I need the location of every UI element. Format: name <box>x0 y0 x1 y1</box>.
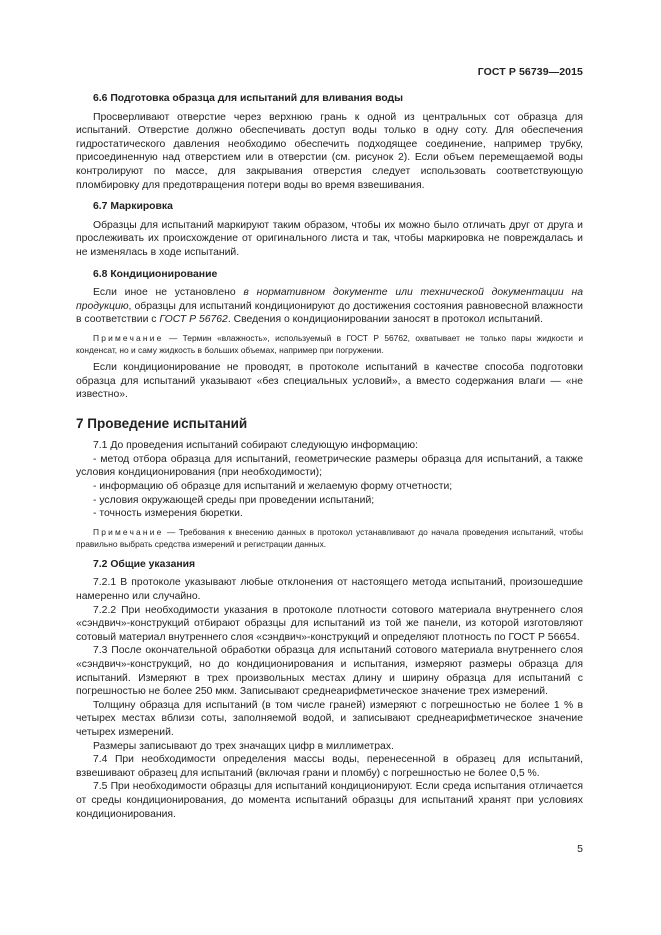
section-6-8-title: 6.8 Кондиционирование <box>93 268 218 280</box>
list-item: - точность измерения бюретки. <box>93 508 243 520</box>
section-7-1-text: 7.1 До проведения испытаний собирают следующую информацию: <box>93 440 418 452</box>
page-number: 5 <box>577 843 583 855</box>
section-7-note: Примечание — Требования к внесению данных в протокол устанавливают до начала проведения испытаний, чтобы правильно выбрать средства измерений и регистрации данных. <box>76 526 583 549</box>
list-item: - метод отбора образца для испытаний, геометрические размеры образца для испытаний, а также условия кондиционирования (при необходимости); <box>76 453 583 479</box>
document-body <box>76 92 583 821</box>
paragraph: 7.2.2 При необходимости указания в протоколе плотности сотового материала внутреннего слоя «сэндвич»-конструкций отбирают образцы для испытаний из той же панели, из которой изготовляют сотовый материал внутреннего слоя «сэндвич»-конструкций и определяют плотность по ГОСТ Р 56654. <box>76 604 583 643</box>
section-6-8-note: Примечание — Термин «влажность», используемый в ГОСТ Р 56762, охватывает не только пары жидкости и конденсат, но и саму жидкость в больших объемах, например при погружении. <box>76 332 583 355</box>
paragraph: Размеры записывают до трех значащих цифр в миллиметрах. <box>93 740 394 752</box>
section-7-2-title: 7.2 Общие указания <box>93 558 196 570</box>
section-6-7-title: 6.7 Маркировка <box>93 201 173 213</box>
paragraph: 7.5 При необходимости образцы для испытаний кондиционируют. Если среда испытания отличается от среды кондиционирования, до момента испытаний образцы для испытаний хранят при условиях кондиционирования. <box>76 781 583 820</box>
paragraph: 7.2.1 В протоколе указывают любые отклонения от настоящего метода испытаний, произошедшие намеренно или случайно. <box>76 577 583 603</box>
section-7-title: 7 Проведение испытаний <box>76 415 248 431</box>
list-item: - условия окружающей среды при проведении испытаний; <box>93 494 375 506</box>
section-6-6-text: Просверливают отверстие через верхнюю грань к одной из центральных сот образца для испытаний. Отверстие должно обеспечивать доступ воды только в одну соту. Для обеспечения гидростатического давления необходимо обеспечить подходящее соединение, например трубку, присоединенную над отверстием или в отверстии (см. рисунок 2). Если объем перемещаемой воды контролируют по массе, для закрывания отверстия следует использовать соответствующую пломбировку для предотвращения потери воды во время взвешивания. <box>76 111 583 191</box>
paragraph: 7.3 После окончательной обработки образца для испытаний сотового материала внутреннего слоя «сэндвич»-конструкций, но до кондиционирования и испытания, измеряют размеры образца для испытаний. Измеряют в трех произвольных местах длину и ширину образца для испытаний с погрешностью не более 250 мкм. Записывают среднеарифметическое значение трех измерений. <box>76 645 583 698</box>
section-6-8-text: Если иное не установлено в нормативном документе или технической документации на продукцию, образцы для испытаний кондиционируют до достижения состояния равновесной влажности в соответствии с ГОСТ Р 56762. Сведения о кондиционировании заносят в протокол испытаний. <box>76 287 583 326</box>
list-item: - информацию об образце для испытаний и желаемую форму отчетности; <box>93 481 453 493</box>
section-6-7-text: Образцы для испытаний маркируют таким образом, чтобы их можно было отличать друг от друга и прослеживать их происхождение от оригинального листа и так, чтобы маркировка не повреждалась и не изменялась в ходе испытаний. <box>76 219 583 258</box>
section-6-8-text-2: Если кондиционирование не проводят, в протоколе испытаний в качестве способа подготовки образца для испытаний указывают «без специальных условий», а вместо содержания влаги — «не известно». <box>76 361 583 401</box>
paragraph: 7.4 При необходимости определения массы воды, перенесенной в образец для испытаний, взвешивают образец для испытаний (включая грани и пломбу) с погрешностью не более 0,5 %. <box>76 754 583 779</box>
paragraph: Толщину образца для испытаний (в том числе граней) измеряют с погрешностью не более 1 % в четырех местах вблизи соты, заполняемой водой, и записывают среднеарифметическое значение четырех измерений. <box>76 699 583 738</box>
document-id: ГОСТ Р 56739—2015 <box>477 66 583 78</box>
section-6-6-title: 6.6 Подготовка образца для испытаний для вливания воды <box>93 93 404 104</box>
